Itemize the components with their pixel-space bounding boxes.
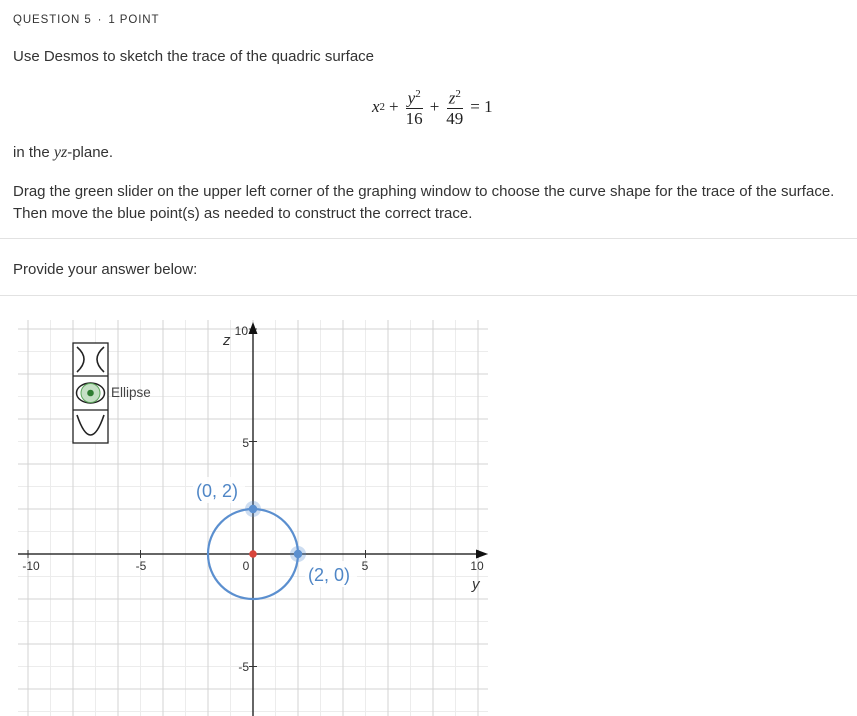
eq-fraction-y xyxy=(406,86,423,128)
instructions: Drag the green slider on the upper left corner of the graphing window to choose the curve shape for the trace of the surface. Then move the blue point(s) as needed to construct the correct trace. xyxy=(13,183,835,222)
ellipse-option-icon[interactable] xyxy=(77,383,105,403)
selected-shape-label: Ellipse xyxy=(111,385,151,400)
point-2-0[interactable] xyxy=(294,550,302,558)
eq-frac1-denominator: 16 xyxy=(405,108,423,128)
x-tick-label: 5 xyxy=(361,559,369,573)
y-tick-label: 5 xyxy=(242,436,249,450)
eq-frac1-num-var: y xyxy=(407,88,416,108)
x-tick-label: 0 xyxy=(242,559,250,573)
desmos-graph[interactable] xyxy=(18,320,488,716)
eq-frac2-denominator: 49 xyxy=(446,108,464,128)
y-axis-label: y xyxy=(472,576,480,593)
x-tick-label: 10 xyxy=(470,559,484,573)
question-points: 1 POINT xyxy=(108,14,160,26)
eq-term1-exp: 2 xyxy=(379,101,386,113)
divider-top xyxy=(0,238,857,239)
divider-bottom xyxy=(0,295,857,296)
plane-sentence xyxy=(13,144,113,162)
y-axis-arrow xyxy=(476,550,488,559)
eq-frac1-num-exp: 2 xyxy=(415,88,421,101)
plane-suffix: -plane. xyxy=(67,144,114,161)
point-label-0-2: (0, 2) xyxy=(196,481,239,501)
point-0-2[interactable] xyxy=(249,505,257,513)
eq-frac2-num-var: z xyxy=(448,88,456,108)
eq-frac2-num-exp: 2 xyxy=(455,88,461,101)
plane-name: yz xyxy=(53,144,68,161)
eq-plus-1: + xyxy=(389,97,399,116)
header-separator: · xyxy=(97,14,103,26)
eq-frac1-numerator xyxy=(406,86,423,109)
z-axis-label: z xyxy=(223,332,231,349)
question-header xyxy=(13,14,159,26)
x-tick-label: -5 xyxy=(135,559,147,573)
y-tick-label: -5 xyxy=(238,660,249,674)
question-prompt: Use Desmos to sketch the trace of the quadric surface xyxy=(13,48,375,65)
quadric-equation xyxy=(372,82,497,132)
eq-fraction-z xyxy=(446,86,463,128)
shape-selector[interactable] xyxy=(73,343,151,443)
point-label-2-0: (2, 0) xyxy=(308,565,351,585)
origin-point xyxy=(249,550,257,558)
y-tick-label: 10 xyxy=(234,324,248,338)
eq-rhs: = 1 xyxy=(470,97,493,116)
answer-label: Provide your answer below: xyxy=(13,261,198,278)
question-number: QUESTION 5 xyxy=(13,14,92,26)
slider-handle[interactable] xyxy=(87,390,94,397)
eq-frac2-numerator xyxy=(447,86,463,109)
eq-term1-var: x xyxy=(372,97,380,116)
plane-prefix: in the xyxy=(13,144,54,161)
eq-plus-2: + xyxy=(429,97,440,116)
z-axis-arrow xyxy=(249,322,258,334)
x-tick-label: -10 xyxy=(22,559,40,573)
